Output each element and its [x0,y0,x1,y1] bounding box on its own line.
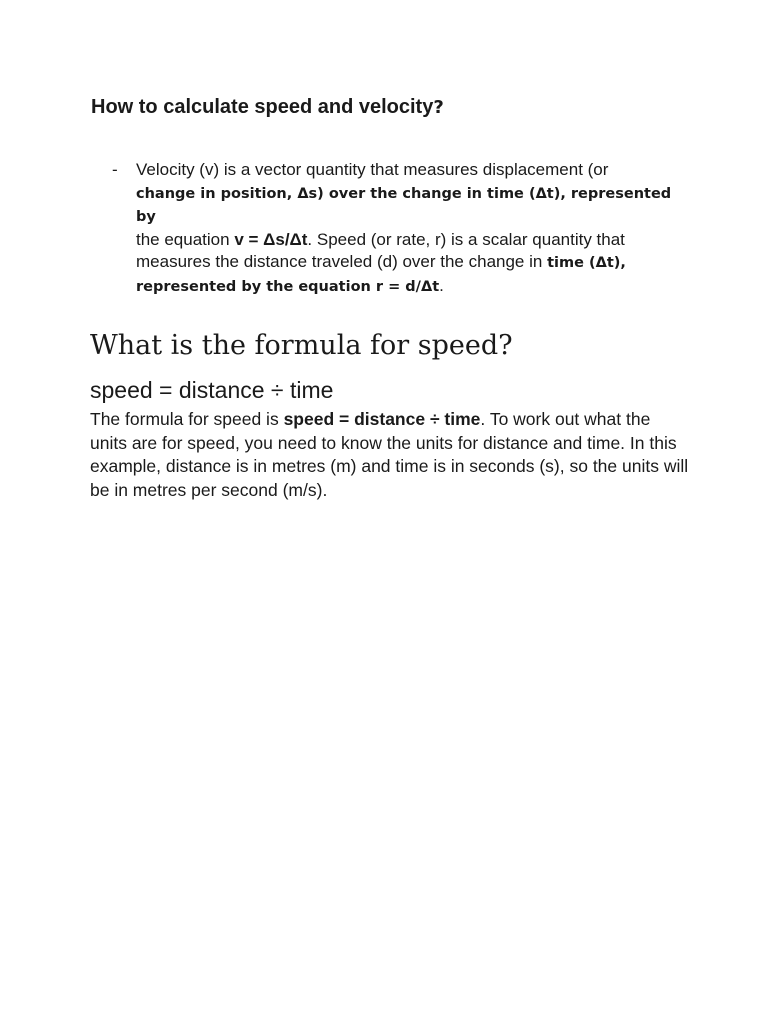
heading-speed-velocity [91,94,444,121]
bullet-line-3-post: . Speed (or rate, r) is a scalar quantity that [307,229,625,249]
bullet-line-1: Velocity (v) is a vector quantity that measures displacement (or [136,160,609,179]
heading-speed-velocity-text: How to calculate speed and velocity [91,96,434,118]
bullet-line-4: measures the distance traveled (d) over the change in [136,252,548,271]
bullet-line-3-pre: the equation [136,229,235,249]
heading-formula-for-speed: What is the formula for speed? [90,330,513,361]
paragraph-rest: . To work out what the units are for speed, you need to know the units for distance and time. In this example, distance is in metres (m) and time is in seconds (s), so the units will be in metres per second (m/s). [90,409,689,500]
speed-formula: speed = distance ÷ time [90,377,334,403]
bullet-line-2-bold: change in position, Δs) over the change in time (Δt), represented by [136,185,672,225]
bullet-marker: - [112,160,118,179]
heading-question-mark: ? [433,97,444,118]
bullet-line-4-bold: time (Δt), [547,255,626,271]
formula-explanation-paragraph [90,408,690,502]
speed-equation: represented by the equation r = d/Δt [136,278,440,295]
bullet-line-5-post: . [439,275,444,295]
paragraph-intro: The formula for speed is [90,409,284,429]
velocity-equation: v = Δs/Δt [234,229,308,249]
bullet-text [136,159,696,298]
paragraph-formula-bold: speed = distance ÷ time [283,409,481,429]
